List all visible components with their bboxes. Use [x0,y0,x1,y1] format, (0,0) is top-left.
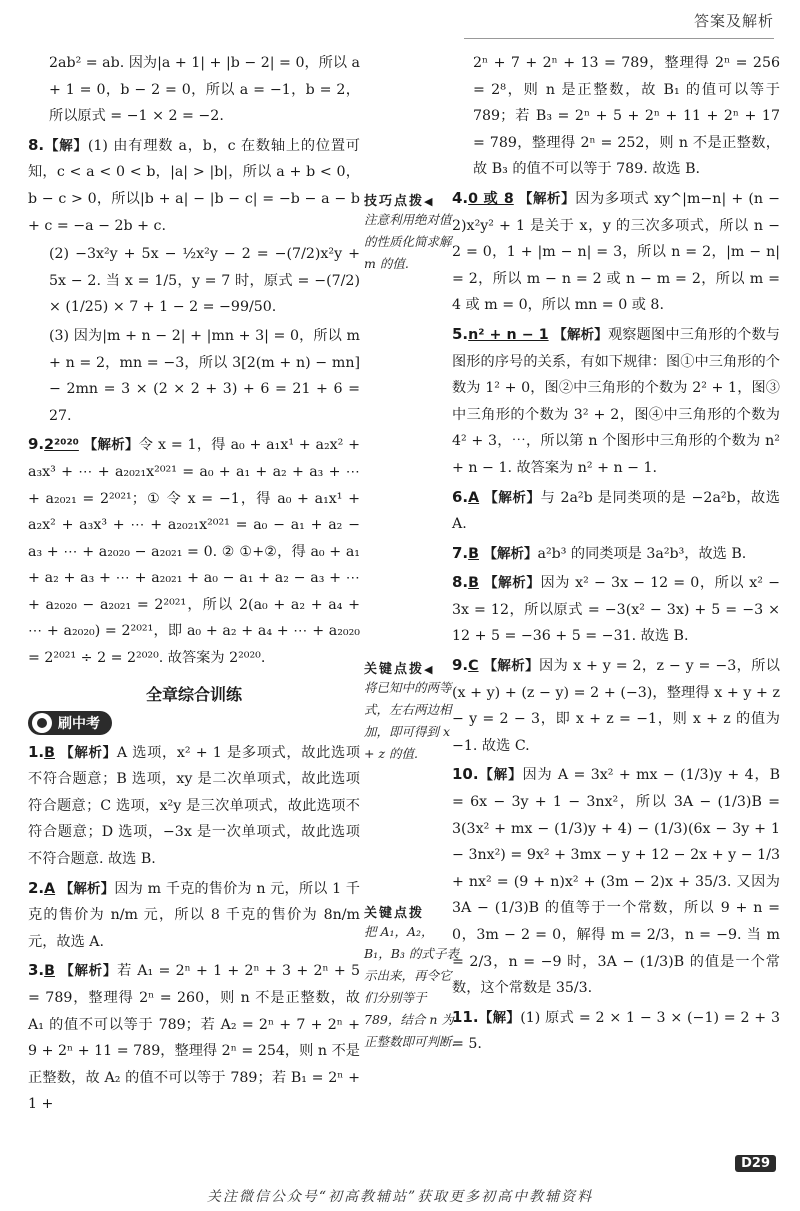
question-text: 观察题图中三角形的个数与图形的序号的关系，有如下规律：图①中三角形的个数为 1² + 0，图②中三角形的个数为 2² + 1，图③中三角形的个数为 3² + 2，图④中三角形的个数为 4² + 3，⋯，所以第 n 个图形中三角形的个数为 n² + n − 1. 故答案为 n² + n − 1. [452,326,780,476]
question-text: 因为 A = 3x² + mx − (1/3)y + 4，B = 6x − 3y + 1 − 3nx²，所以 3A − (1/3)B = 3(3x² + mx − (1/3)y + 4) − (1/3)(6x − 3y + 1 − 3nx²) = 9x² + 3mx − y + 12 − 2x + y − 1/3 + nx² = (9 + n)x² + (3m − 2)x + 35/3. 又因为 3A − (1/3)B 的值等于一个常数，所以 9 + n = 0，3m − 2 = 0，解得 m = 2/3，n = −9. 当 m = 2/3，n = −9 时，3A − (1/3)B 的值是一个常数，这个常数是 35/3. [452,767,781,997]
question-number: 7. [452,543,469,562]
question-text: (1) 原式 = 2 × 1 − 3 × (−1) = 2 + 3 = 5. [452,1009,781,1053]
badge-label: 刷中考 [58,715,100,732]
question-number: 9. [452,656,469,675]
question-11 [452,1004,780,1058]
answer-choice: A [468,489,480,506]
question-4 [452,185,780,319]
tip-note-1 [364,190,460,275]
analysis-tag: 【解析】 [60,744,117,761]
analysis-tag: 【解析】 [484,489,541,506]
question-text: 若 A₁ = 2ⁿ + 1 + 2ⁿ + 3 + 2ⁿ + 5 = 789，整理得 2ⁿ = 260，则 n 不是正整数，故 A₁ 的值不可以等于 789；若 A₂ = 2ⁿ + 7 + 2ⁿ + 9 + 2ⁿ + 11 = 789，整理得 2ⁿ = 254，则 n 不是正整数，故 A₂ 的值不可以等于 789；若 B₁ = 2ⁿ + 1 + [28,963,360,1113]
solution-tag: 【解】 [478,1009,521,1026]
header-divider [464,38,774,39]
question-number: 9. [28,435,45,454]
left-column [28,50,360,1120]
question-text: 与 2a²b 是同类项的是 −2a²b，故选 A. [452,489,780,533]
question-number: 1. [28,742,45,761]
answer-choice: A [44,880,56,897]
answer-choice: C [468,658,479,675]
tip-text: 注意利用绝对值的性质化简求解 m 的值. [364,212,452,271]
question-number: 2. [28,878,45,897]
question-8-part-3: (3) 因为|m + n − 2| + |mn + 3| = 0，所以 m + n = 2，mn = −3，所以 3[2(m + n) − mn] − 2mn = 3 × (2 × 2 + 3) + 6 = 21 + 6 = 27. [49,327,360,424]
question-3 [28,957,360,1118]
question-8-right [452,569,780,650]
answer-blank: 2²⁰²⁰ [44,437,79,454]
tip-title: 关键点拨 [364,662,425,677]
solution-tag: 【解】 [478,767,523,784]
section-title: 全章综合训练 [145,684,242,704]
answer-choice: B [44,744,55,761]
analysis-tag: 【解析】 [59,880,115,897]
tip-note-3 [364,902,460,1053]
question-number: 4. [452,188,469,207]
continued-paragraph: 2ⁿ + 7 + 2ⁿ + 13 = 789，整理得 2ⁿ = 256 = 2⁸，则 n 是正整数，故 B₁ 的值可以等于 789；若 B₃ = 2ⁿ + 5 + 2ⁿ + 11 + 2ⁿ + 17 = 789，整理得 2ⁿ = 252，则 n 不是正整数，故 B₃ 的值不可以等于 789. 故选 B. [473,55,780,178]
right-column [452,50,780,1060]
question-number: 11. [452,1007,479,1026]
analysis-tag: 【解析】 [484,575,541,592]
question-6 [452,484,780,538]
question-text: (1) 由有理数 a，b，c 在数轴上的位置可知，c < a < 0 < b，|a| > |b|，所以 a + b < 0，b − c > 0，所以|b + a| − |b − c| = −b − a − b + c = −a − 2b + c. [28,137,360,234]
solution-tag: 【解】 [44,137,88,154]
question-10 [452,761,780,1001]
question-8-part-2: (2) −3x²y + 5x − ½x²y − 2 = −(7/2)x²y + 5x − 2. 当 x = 1/5，y = 7 时，原式 = −(7/2) × (1/25) × 7 + 1 − 2 = −99/50. [49,246,360,316]
question-text: 因为 m 千克的售价为 n 元，所以 1 千克的售价为 n/m 元，所以 8 千克的售价为 8n/m 元，故选 A. [28,880,360,950]
footer-note: 关注微信公众号“初高教辅站”获取更多初高中教辅资料 [206,1189,594,1205]
question-9-right [452,652,780,759]
question-8 [28,132,360,239]
question-2 [28,875,360,956]
answer-blank: n² + n − 1 [468,326,549,343]
question-number: 8. [452,573,469,592]
question-number: 10. [452,765,479,784]
analysis-tag: 【解析】 [553,326,608,343]
question-number: 3. [28,961,45,980]
question-text: 因为多项式 xy^|m−n| + (n − 2)x²y² + 1 是关于 x，y 的三次多项式，所以 n − 2 = 0，1 + |m − n| = 3，所以 n = 2，|m − n| = 2，所以 m − n = 2 或 n − m = 2，所以 m = 4 或 m = 0，所以 mn = 0 或 8. [452,190,780,314]
analysis-tag: 【解析】 [60,963,118,980]
analysis-tag: 【解析】 [483,545,538,562]
analysis-tag: 【解析】 [83,437,139,454]
page-number: D29 [735,1155,776,1172]
question-text: 令 x = 1，得 a₀ + a₁x¹ + a₂x² + a₃x³ + ⋯ + a₂₀₂₁x²⁰²¹ = a₀ + a₁ + a₂ + a₃ + ⋯ + a₂₀₂₁ = 2²⁰²¹；① 令 x = −1，得 a₀ + a₁x¹ + a₂x² + a₃x³ + ⋯ + a₂₀₂₁x²⁰²¹ = a₀ − a₁ + a₂ − a₃ + ⋯ + a₂₀₂₀ − a₂₀₂₁ = 0. ② ①+②，得 a₀ + a₁ + a₂ + a₃ + ⋯ + a₂₀₂₁ + a₀ − a₁ + a₂ − a₃ + ⋯ + a₂₀₂₀ − a₂₀₂₁ = 2²⁰²¹，所以 2(a₀ + a₂ + a₄ + ⋯ + a₂₀₂₀) = 2²⁰²¹，即 a₀ + a₂ + a₄ + ⋯ + a₂₀₂₀ = 2²⁰²¹ ÷ 2 = 2²⁰²⁰. 故答案为 2²⁰²⁰. [28,437,360,667]
question-text: 因为 x + y = 2，z − y = −3，所以 (x + y) + (z − y) = 2 + (−3)，整理得 x + y + z − y = 2 − 3，即 x + z = −1，则 x + z 的值为 −1. 故选 C. [452,658,780,754]
answer-choice: B [468,545,479,562]
question-number: 6. [452,487,469,506]
question-text: 因为 x² − 3x − 12 = 0，所以 x² − 3x = 12，所以原式 = −3(x² − 3x) + 5 = −3 × 12 + 5 = −36 + 5 = −31. 故选 B. [452,575,780,645]
pen-icon [32,713,52,733]
analysis-tag: 【解析】 [518,190,576,207]
question-number: 5. [452,324,469,343]
question-9 [28,431,360,671]
tip-text: 把 A₁，A₂，B₁，B₃ 的式子表示出来，再令它们分别等于 789，结合 n 为正整数即可判断. [364,924,459,1049]
tip-text: 将已知中的两等式，左右两边相加，即可得到 x + z 的值. [364,680,452,761]
question-5 [452,321,780,482]
answer-choice: B [44,963,55,980]
arrow-right-icon: ◀ [424,663,435,676]
question-text: a²b³ 的同类项是 3a²b³，故选 B. [537,545,747,562]
answer-blank: 0 或 8 [468,190,514,207]
question-text: A 选项，x² + 1 是多项式，故此选项不符合题意；B 选项，xy 是二次单项式，故此选项符合题意；C 选项，x²y 是三次单项式，故此选项不符合题意；D 选项，−3x 是一次单项式，故此选项不符合题意. 故选 B. [28,744,361,868]
tip-title: 关键点拨 [364,906,425,921]
arrow-right-icon: ◀ [424,195,435,208]
page-header-title: 答案及解析 [693,12,774,30]
answer-choice: B [468,575,479,592]
question-1 [28,739,360,873]
question-7 [452,540,780,568]
analysis-tag: 【解析】 [483,658,540,675]
exam-badge [28,711,112,735]
continued-paragraph: 2ab² = ab. 因为|a + 1| + |b − 2| = 0，所以 a + 1 = 0，b − 2 = 0，所以 a = −1，b = 2，所以原式 = −1 × 2 = −2. [49,55,360,125]
tip-note-2 [364,658,460,765]
question-number: 8. [28,135,45,154]
tip-title: 技巧点拨 [364,194,425,209]
